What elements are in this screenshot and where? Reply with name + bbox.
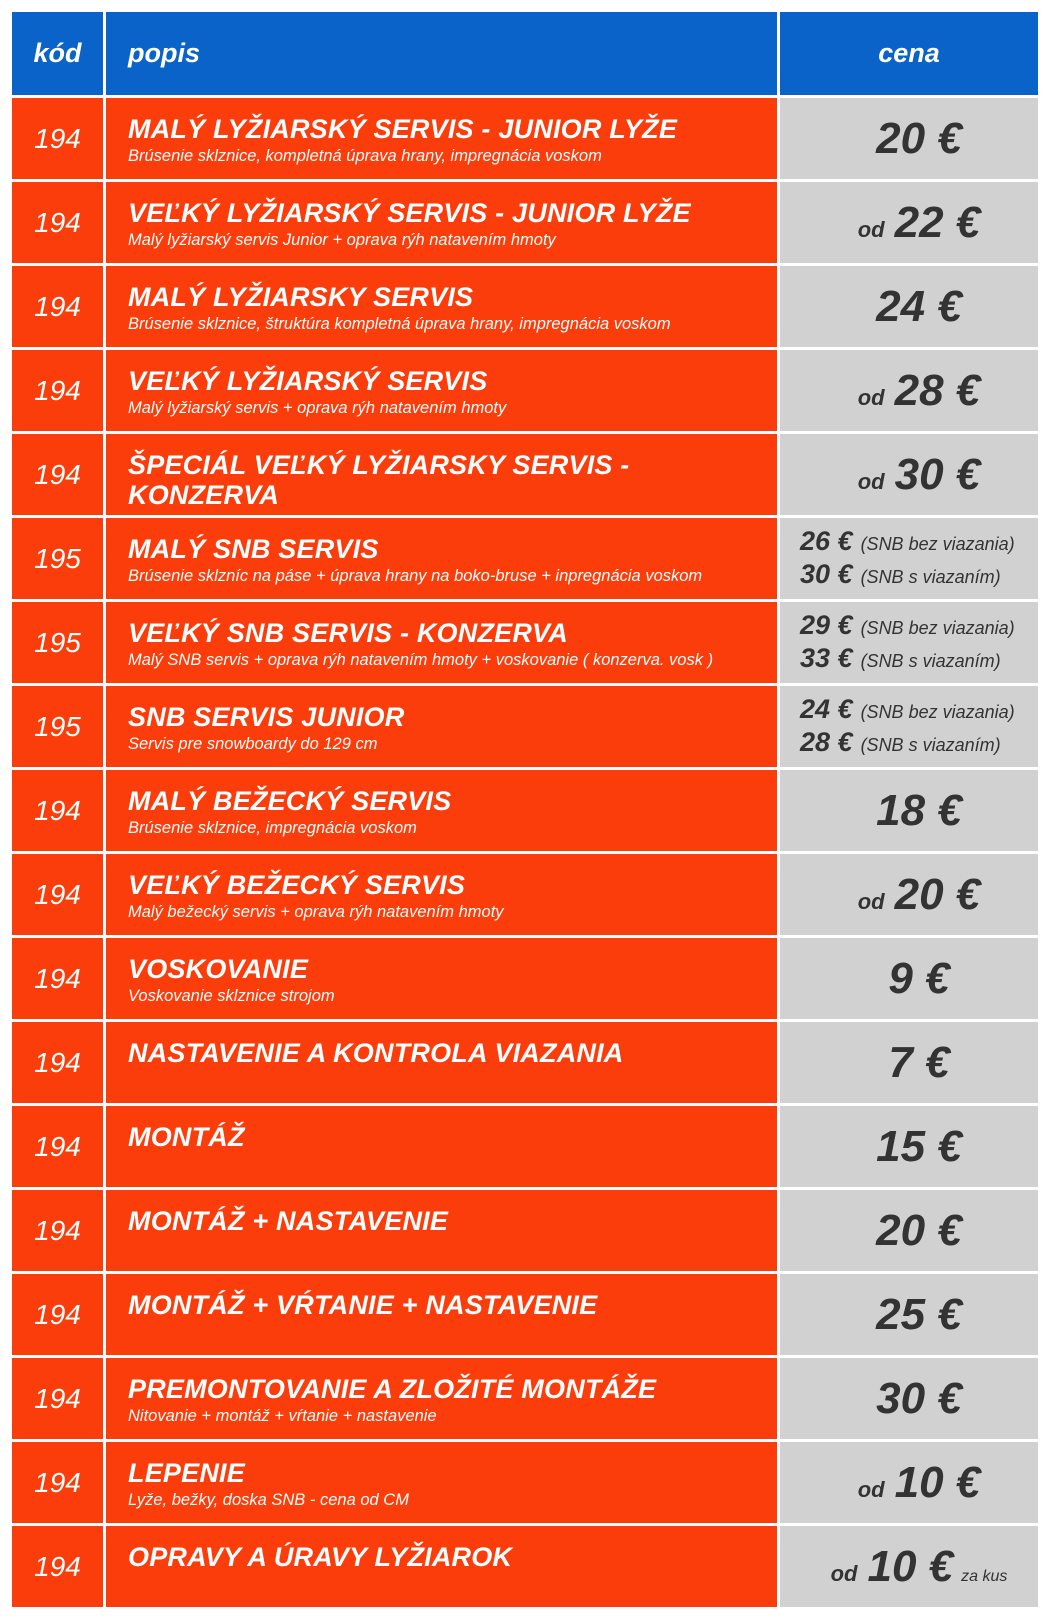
price-note: (SNB s viazaním) <box>860 734 1001 755</box>
table-row <box>12 1022 1038 1106</box>
row-description <box>106 1442 780 1523</box>
table-row <box>12 98 1038 182</box>
price-value <box>876 1290 962 1340</box>
header-price: cena <box>780 12 1038 95</box>
price-value <box>876 282 962 332</box>
price-amount: 15 € <box>876 1121 962 1171</box>
service-title: MALÝ LYŽIARSKÝ SERVIS - JUNIOR LYŽE <box>128 114 678 144</box>
price-amount: 22 € <box>894 197 981 247</box>
service-title: MALÝ SNB SERVIS <box>128 534 379 564</box>
table-row <box>12 1442 1038 1526</box>
price-value <box>858 198 981 248</box>
price-value <box>888 954 949 1004</box>
row-description <box>106 602 780 683</box>
price-prefix: od <box>857 384 885 410</box>
row-description <box>106 1526 780 1607</box>
table-row <box>12 1106 1038 1190</box>
row-description <box>106 770 780 851</box>
service-title: MALÝ LYŽIARSKY SERVIS <box>128 282 474 312</box>
table-row <box>12 350 1038 434</box>
service-subtitle: Malý lyžiarský servis Junior + oprava rýh natavením hmoty <box>128 231 556 249</box>
service-subtitle: Brúsenie sklznice, impregnácia voskom <box>128 819 417 837</box>
row-price <box>780 434 1038 515</box>
table-row <box>12 1526 1038 1610</box>
row-description <box>106 1358 780 1439</box>
price-amount: 9 € <box>888 953 950 1003</box>
service-subtitle: Malý bežecký servis + oprava rýh natavením hmoty <box>128 903 504 921</box>
row-code: 194 <box>12 1358 106 1439</box>
row-price <box>780 1442 1038 1523</box>
row-code: 194 <box>12 1190 106 1271</box>
row-code: 194 <box>12 770 106 851</box>
row-code: 194 <box>12 1106 106 1187</box>
row-code: 195 <box>12 518 106 599</box>
service-subtitle: Lyže, bežky, doska SNB - cena od CM <box>128 1491 409 1509</box>
table-row <box>12 518 1038 602</box>
row-price <box>780 602 1038 683</box>
price-line <box>800 610 1015 643</box>
service-title: MONTÁŽ + VŔTANIE + NASTAVENIE <box>128 1290 598 1320</box>
service-title: VEĽKÝ LYŽIARSKÝ SERVIS <box>128 366 488 396</box>
table-row <box>12 602 1038 686</box>
row-code: 194 <box>12 854 106 935</box>
service-title: OPRAVY A ÚRAVY LYŽIAROK <box>128 1542 513 1572</box>
row-description <box>106 1190 780 1271</box>
price-amount: 18 € <box>876 785 962 835</box>
price-amount: 20 € <box>876 113 962 163</box>
row-price <box>780 518 1038 599</box>
price-note: (SNB s viazaním) <box>860 566 1001 587</box>
row-description <box>106 266 780 347</box>
row-description <box>106 938 780 1019</box>
row-code: 194 <box>12 1274 106 1355</box>
price-line <box>800 727 1001 760</box>
service-subtitle: Malý SNB servis + oprava rýh natavením hmoty + voskovanie ( konzerva. vosk ) <box>128 651 714 669</box>
service-title: NASTAVENIE A KONTROLA VIAZANIA <box>128 1038 624 1068</box>
price-amount: 25 € <box>876 1289 962 1339</box>
price-amount: 20 € <box>876 1205 962 1255</box>
price-note: (SNB bez viazania) <box>860 701 1015 722</box>
row-code: 194 <box>12 938 106 1019</box>
row-description <box>106 1106 780 1187</box>
row-code: 194 <box>12 434 106 515</box>
price-value <box>858 450 981 500</box>
price-prefix: od <box>857 216 885 242</box>
price-prefix: od <box>857 468 885 494</box>
price-note: (SNB bez viazania) <box>860 533 1015 554</box>
price-amount: 24 € <box>800 693 853 724</box>
price-note: (SNB bez viazania) <box>860 617 1015 638</box>
price-amount: 28 € <box>894 365 981 415</box>
service-title: VEĽKÝ LYŽIARSKÝ SERVIS - JUNIOR LYŽE <box>128 198 691 228</box>
price-amount: 7 € <box>888 1037 950 1087</box>
row-description <box>106 182 780 263</box>
row-code: 194 <box>12 1526 106 1607</box>
table-row <box>12 1358 1038 1442</box>
row-price <box>780 1022 1038 1103</box>
price-value <box>876 114 962 164</box>
service-title: VEĽKÝ SNB SERVIS - KONZERVA <box>128 618 568 648</box>
price-table <box>12 12 1038 1610</box>
row-code: 194 <box>12 1442 106 1523</box>
service-subtitle: Servis pre snowboardy do 129 cm <box>128 735 378 753</box>
service-title: PREMONTOVANIE A ZLOŽITÉ MONTÁŽE <box>128 1374 657 1404</box>
row-description <box>106 350 780 431</box>
table-row <box>12 1274 1038 1358</box>
service-title: VOSKOVANIE <box>128 954 309 984</box>
service-title: MONTÁŽ + NASTAVENIE <box>128 1206 449 1236</box>
table-row <box>12 1190 1038 1274</box>
row-code: 194 <box>12 98 106 179</box>
price-amount: 24 € <box>876 281 962 331</box>
table-row <box>12 938 1038 1022</box>
price-suffix: za kus <box>961 1567 1008 1585</box>
price-value <box>858 1458 981 1508</box>
row-price <box>780 1274 1038 1355</box>
row-description <box>106 1022 780 1103</box>
price-amount: 20 € <box>894 869 981 919</box>
service-subtitle: Malý lyžiarský servis + oprava rýh natavením hmoty <box>128 399 507 417</box>
row-price <box>780 1190 1038 1271</box>
price-value <box>858 366 981 416</box>
price-amount: 29 € <box>800 609 853 640</box>
row-description <box>106 518 780 599</box>
service-subtitle: Brúsenie sklzníc na páse + úprava hrany na boko-bruse + inpregnácia voskom <box>128 567 703 585</box>
table-row <box>12 854 1038 938</box>
row-price <box>780 854 1038 935</box>
price-amount: 30 € <box>876 1373 962 1423</box>
row-code: 195 <box>12 602 106 683</box>
price-value <box>876 1206 962 1256</box>
row-price <box>780 770 1038 851</box>
row-description <box>106 98 780 179</box>
table-row <box>12 770 1038 854</box>
price-amount: 33 € <box>800 642 853 673</box>
row-price <box>780 98 1038 179</box>
price-prefix: od <box>857 1476 885 1502</box>
row-price <box>780 182 1038 263</box>
row-price <box>780 938 1038 1019</box>
row-price <box>780 350 1038 431</box>
price-line <box>800 559 1001 592</box>
service-subtitle: Brúsenie sklznice, kompletná úprava hrany, impregnácia voskom <box>128 147 602 165</box>
price-value <box>876 786 962 836</box>
price-value <box>858 870 981 920</box>
service-subtitle: Voskovanie sklznice strojom <box>128 987 335 1005</box>
price-value <box>831 1542 1008 1592</box>
price-line <box>800 526 1015 559</box>
service-subtitle: Nitovanie + montáž + vŕtanie + nastavenie <box>128 1407 437 1425</box>
price-amount: 10 € <box>867 1541 954 1591</box>
price-note: (SNB s viazaním) <box>860 650 1001 671</box>
price-line <box>800 643 1001 676</box>
row-code: 194 <box>12 182 106 263</box>
price-amount: 26 € <box>800 525 853 556</box>
table-body <box>12 98 1038 1610</box>
row-description <box>106 434 780 515</box>
row-description <box>106 854 780 935</box>
service-subtitle: Brúsenie sklznice, štruktúra kompletná úprava hrany, impregnácia voskom <box>128 315 671 333</box>
row-price <box>780 1106 1038 1187</box>
row-price <box>780 1526 1038 1607</box>
service-title: ŠPECIÁL VEĽKÝ LYŽIARSKY SERVIS - KONZERVA <box>128 450 630 510</box>
row-description <box>106 686 780 767</box>
row-price <box>780 1358 1038 1439</box>
header-desc: popis <box>106 12 780 95</box>
row-price <box>780 686 1038 767</box>
price-value <box>888 1038 949 1088</box>
header-code: kód <box>12 12 106 95</box>
row-code: 194 <box>12 1022 106 1103</box>
price-value <box>876 1374 962 1424</box>
service-title: LEPENIE <box>128 1458 245 1488</box>
row-code: 195 <box>12 686 106 767</box>
service-title: MONTÁŽ <box>128 1122 245 1152</box>
price-line <box>800 694 1015 727</box>
table-header <box>12 12 1038 98</box>
price-amount: 30 € <box>894 449 981 499</box>
service-title: MALÝ BEŽECKÝ SERVIS <box>128 786 452 816</box>
row-code: 194 <box>12 266 106 347</box>
service-title: VEĽKÝ BEŽECKÝ SERVIS <box>128 870 466 900</box>
table-row <box>12 182 1038 266</box>
row-code: 194 <box>12 350 106 431</box>
row-price <box>780 266 1038 347</box>
row-description <box>106 1274 780 1355</box>
price-amount: 10 € <box>894 1457 981 1507</box>
price-prefix: od <box>857 888 885 914</box>
price-amount: 30 € <box>800 558 853 589</box>
table-row <box>12 686 1038 770</box>
price-prefix: od <box>830 1560 858 1586</box>
table-row <box>12 434 1038 518</box>
price-value <box>876 1122 962 1172</box>
price-amount: 28 € <box>800 726 853 757</box>
table-row <box>12 266 1038 350</box>
service-title: SNB SERVIS JUNIOR <box>128 702 405 732</box>
